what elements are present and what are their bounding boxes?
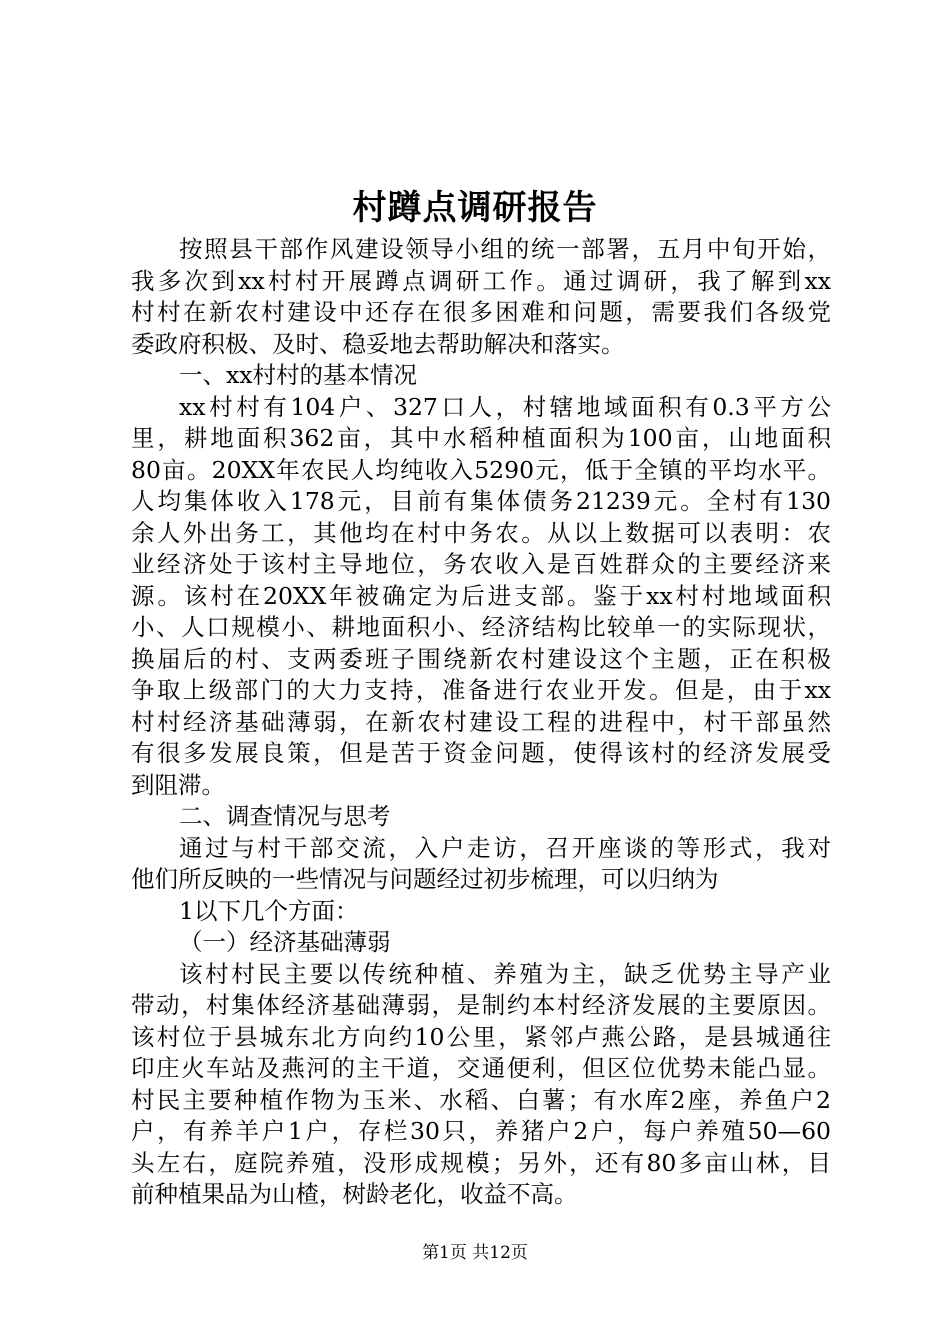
text-line: 通过与村干部交流，入户走访，召开座谈的等形式，我对 [179, 833, 831, 862]
text-line: （一）经济基础薄弱 [179, 928, 391, 956]
text-line: 村村在新农村建设中还存在很多困难和问题，需要我们各级党 [131, 298, 831, 326]
text-line: 印庄火车站及燕河的主干道，交通便利，但区位优势未能凸显。 [131, 1054, 831, 1082]
text-line: 该村位于县城东北方向约10公里，紧邻卢燕公路，是县城通往 [131, 1022, 831, 1051]
text-line: 委政府积极、及时、稳妥地去帮助解决和落实。 [131, 329, 625, 358]
text-line: xx村村有104户、327口人，村辖地域面积有0.3平方公 [179, 392, 831, 421]
text-line: 源。该村在20XX年被确定为后进支部。鉴于xx村村地域面积 [131, 581, 831, 610]
document-title: 村蹲点调研报告 [352, 188, 598, 228]
text-line: 到阻滞。 [131, 770, 225, 799]
text-line: 他们所反映的一些情况与问题经过初步梳理，可以归纳为 [131, 865, 719, 893]
page-footer: 第1页 共12页 [422, 1243, 528, 1263]
document-body [131, 234, 831, 1211]
text-line: 二、调查情况与思考 [179, 802, 391, 830]
text-line: 争取上级部门的大力支持，准备进行农业开发。但是，由于xx [131, 676, 831, 704]
text-line: 换届后的村、支两委班子围绕新农村建设这个主题，正在积极 [131, 644, 831, 673]
text-line: 有很多发展良策，但是苦于资金问题，使得该村的经济发展受 [131, 739, 831, 767]
text-line: 80亩。20XX年农民人均纯收入5290元，低于全镇的平均水平。 [131, 455, 831, 484]
text-line: 我多次到xx村村开展蹲点调研工作。通过调研，我了解到xx [131, 266, 831, 295]
text-line: 村民主要种植作物为玉米、水稻、白薯；有水库2座，养鱼户2 [131, 1085, 831, 1114]
text-line: 业经济处于该村主导地位，务农收入是百姓群众的主要经济来 [131, 550, 831, 578]
text-line: 前种植果品为山楂，树龄老化，收益不高。 [131, 1180, 578, 1208]
text-line: 村村经济基础薄弱，在新农村建设工程的进程中，村干部虽然 [131, 707, 831, 736]
text-line: 按照县干部作风建设领导小组的统一部署，五月中旬开始， [179, 235, 831, 263]
text-line: 小、人口规模小、耕地面积小、经济结构比较单一的实际现状， [131, 613, 831, 641]
text-line: 一、xx村村的基本情况 [179, 361, 418, 389]
text-line: 余人外出务工，其他均在村中务农。从以上数据可以表明：农 [131, 518, 831, 547]
text-line: 户，有养羊户1户，存栏30只，养猪户2户，每户养殖50—60 [131, 1117, 831, 1145]
text-line: 带动，村集体经济基础薄弱，是制约本村经济发展的主要原因。 [131, 991, 831, 1019]
text-line: 头左右，庭院养殖，没形成规模；另外，还有80多亩山林，目 [131, 1148, 831, 1177]
text-line: 该村村民主要以传统种植、养殖为主，缺乏优势主导产业 [179, 959, 831, 988]
text-line: 里，耕地面积362亩，其中水稻种植面积为100亩，山地面积 [131, 424, 831, 452]
text-line: 人均集体收入178元，目前有集体债务21239元。全村有130 [131, 487, 831, 515]
text-line: 1以下几个方面： [179, 896, 359, 925]
